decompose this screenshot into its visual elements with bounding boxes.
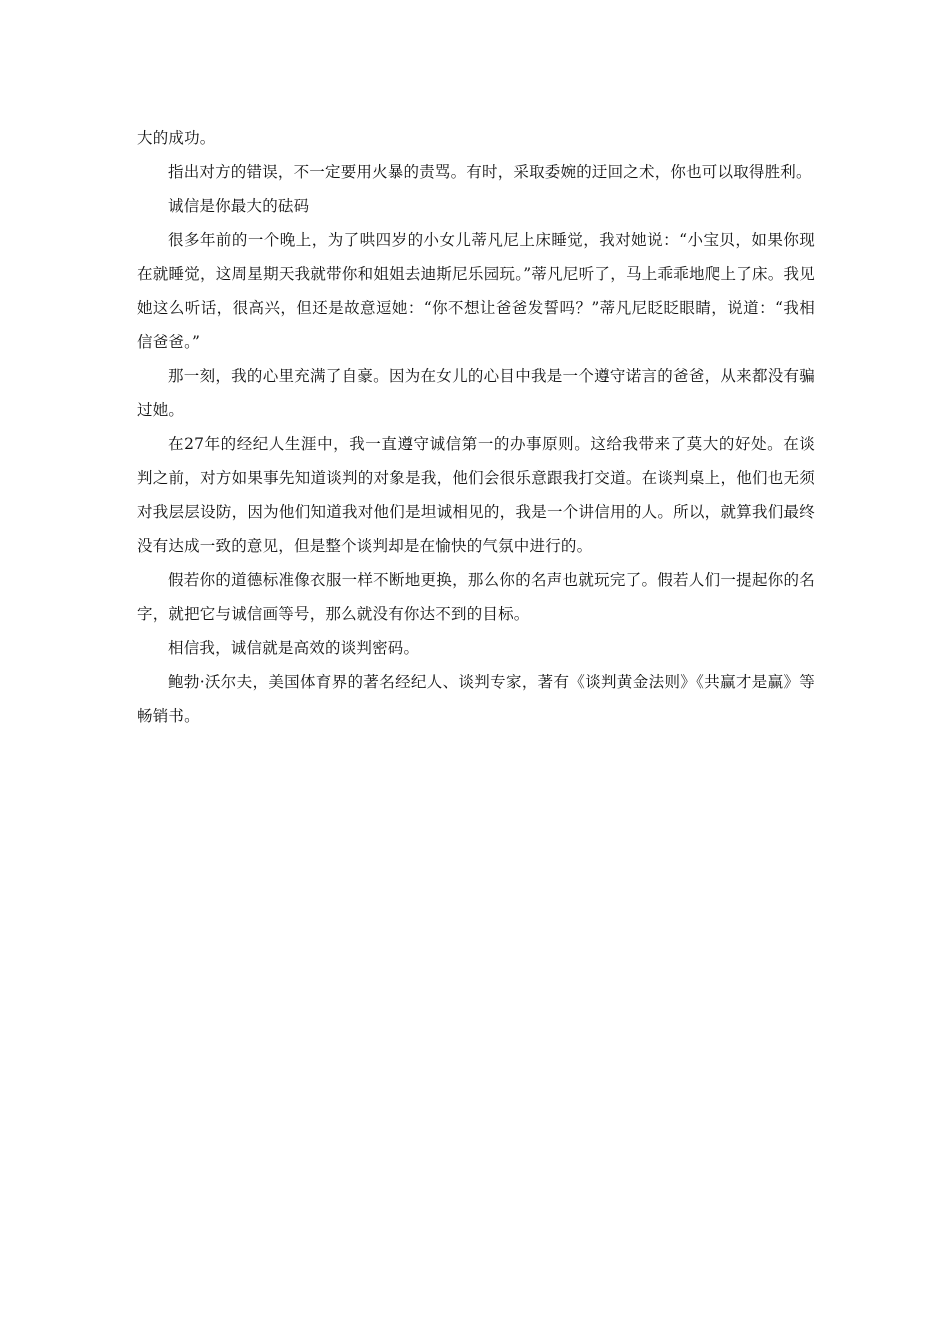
paragraph: 相信我，诚信就是高效的谈判密码。 (168, 639, 420, 657)
document-body (137, 121, 815, 733)
author-note: 鲍勃·沃尔夫，美国体育界的著名经纪人、谈判专家，著有《谈判黄金法则》《共赢才是赢》等畅销书。 (137, 673, 815, 725)
paragraph: 假若你的道德标准像衣服一样不断地更换，那么你的名声也就玩完了。假若人们一提起你的名字，就把它与诚信画等号，那么就没有你达不到的目标。 (137, 571, 815, 623)
paragraph: 在27年的经纪人生涯中，我一直遵守诚信第一的办事原则。这给我带来了莫大的好处。在谈判之前，对方如果事先知道谈判的对象是我，他们会很乐意跟我打交道。在谈判桌上，他们也无须对我层层设防，因为他们知道我对他们是坦诚相见的，我是一个讲信用的人。所以，就算我们最终没有达成一致的意见，但是整个谈判却是在愉快的气氛中进行的。 (137, 435, 815, 555)
section-heading: 诚信是你最大的砝码 (168, 197, 310, 215)
paragraph: 指出对方的错误，不一定要用火暴的责骂。有时，采取委婉的迂回之术，你也可以取得胜利。 (168, 163, 812, 181)
paragraph: 那一刻，我的心里充满了自豪。因为在女儿的心目中我是一个遵守诺言的爸爸，从来都没有骗过她。 (137, 367, 815, 419)
paragraph-continuation: 大的成功。 (137, 129, 216, 147)
paragraph: 很多年前的一个晚上，为了哄四岁的小女儿蒂凡尼上床睡觉，我对她说：“小宝贝，如果你现在就睡觉，这周星期天我就带你和姐姐去迪斯尼乐园玩。”蒂凡尼听了，马上乖乖地爬上了床。我见她这么听话，很高兴，但还是故意逗她：“你不想让爸爸发誓吗？”蒂凡尼眨眨眼睛，说道：“我相信爸爸。” (137, 231, 815, 351)
